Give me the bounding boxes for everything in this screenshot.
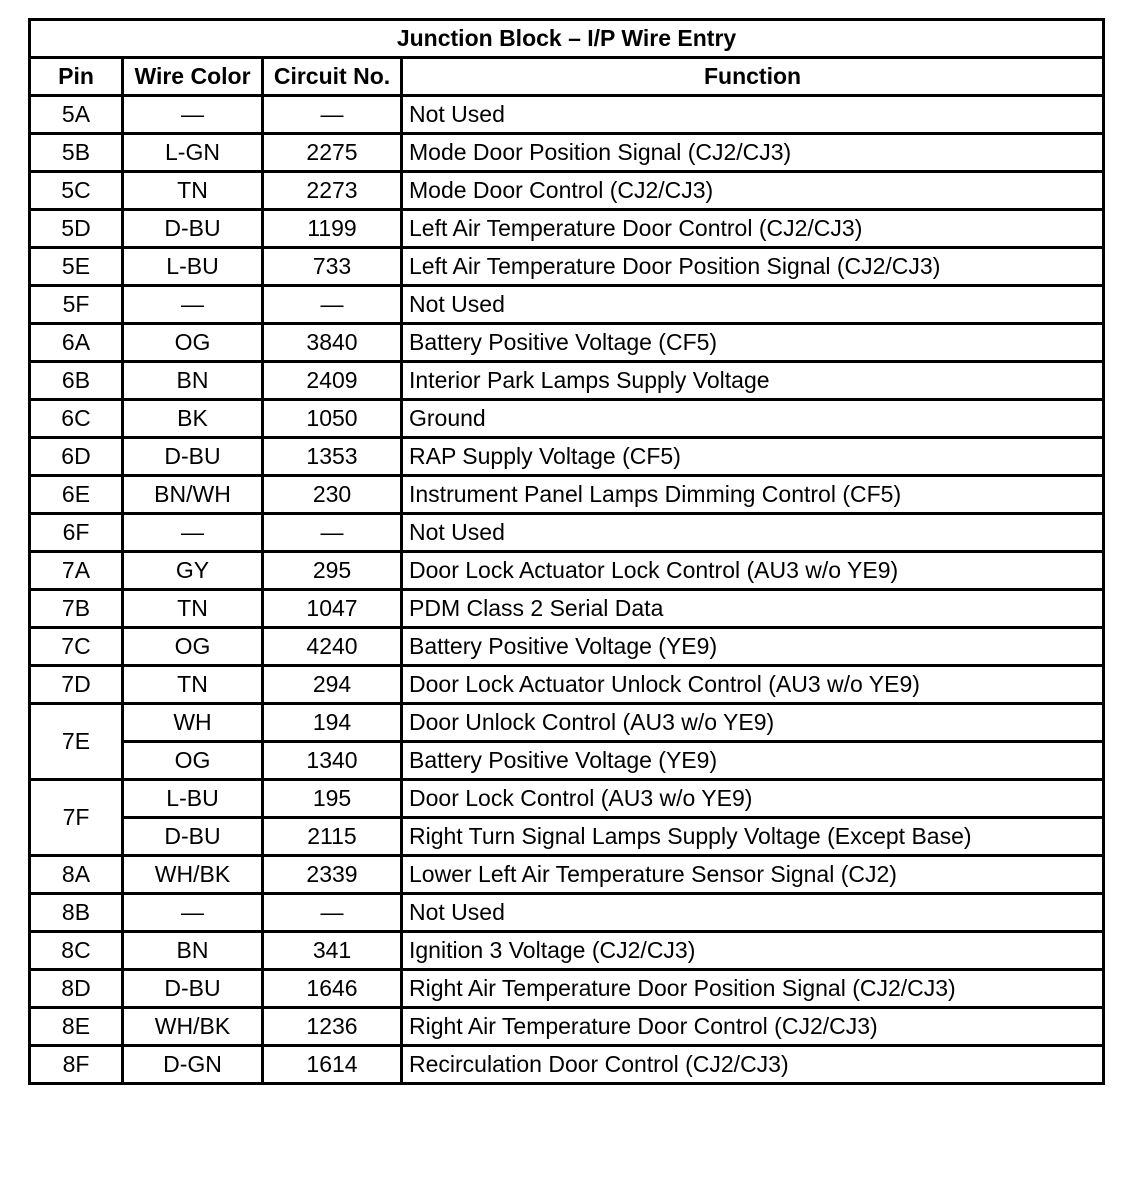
function-cell: Door Lock Actuator Unlock Control (AU3 w/o YE9) — [402, 666, 1104, 704]
table-row — [30, 134, 1104, 172]
function-cell: Lower Left Air Temperature Sensor Signal (CJ2) — [402, 856, 1104, 894]
table-row — [30, 704, 1104, 742]
table-title: Junction Block – I/P Wire Entry — [30, 20, 1104, 58]
pin-cell: 8C — [30, 932, 123, 970]
table-row — [30, 970, 1104, 1008]
function-cell: Mode Door Control (CJ2/CJ3) — [402, 172, 1104, 210]
wire-color-cell: TN — [123, 172, 263, 210]
function-cell: Door Lock Actuator Lock Control (AU3 w/o YE9) — [402, 552, 1104, 590]
wire-color-cell: D-BU — [123, 970, 263, 1008]
circuit-no-cell: 2409 — [263, 362, 402, 400]
wire-color-cell: D-GN — [123, 1046, 263, 1084]
function-cell: Not Used — [402, 96, 1104, 134]
pin-cell: 8F — [30, 1046, 123, 1084]
junction-block-table — [28, 18, 1105, 1085]
wire-color-cell: D-BU — [123, 818, 263, 856]
pin-cell: 7E — [30, 704, 123, 780]
circuit-no-cell: — — [263, 286, 402, 324]
pin-cell: 6D — [30, 438, 123, 476]
function-cell: RAP Supply Voltage (CF5) — [402, 438, 1104, 476]
pin-cell: 5E — [30, 248, 123, 286]
wire-color-cell: TN — [123, 590, 263, 628]
table-body — [30, 96, 1104, 1084]
circuit-no-cell: 1646 — [263, 970, 402, 1008]
circuit-no-cell: 341 — [263, 932, 402, 970]
function-cell: Right Turn Signal Lamps Supply Voltage (Except Base) — [402, 818, 1104, 856]
circuit-no-cell: 2273 — [263, 172, 402, 210]
pin-cell: 6C — [30, 400, 123, 438]
pin-cell: 5F — [30, 286, 123, 324]
wire-color-cell: GY — [123, 552, 263, 590]
function-cell: Left Air Temperature Door Position Signal (CJ2/CJ3) — [402, 248, 1104, 286]
table-row — [30, 400, 1104, 438]
table-row — [30, 590, 1104, 628]
table-row — [30, 96, 1104, 134]
header-function: Function — [402, 58, 1104, 96]
circuit-no-cell: — — [263, 96, 402, 134]
function-cell: Right Air Temperature Door Position Signal (CJ2/CJ3) — [402, 970, 1104, 1008]
circuit-no-cell: 294 — [263, 666, 402, 704]
circuit-no-cell: 2339 — [263, 856, 402, 894]
function-cell: Door Unlock Control (AU3 w/o YE9) — [402, 704, 1104, 742]
table-row — [30, 780, 1104, 818]
circuit-no-cell: 3840 — [263, 324, 402, 362]
wire-color-cell: OG — [123, 742, 263, 780]
table-row — [30, 856, 1104, 894]
function-cell: Battery Positive Voltage (YE9) — [402, 628, 1104, 666]
circuit-no-cell: 733 — [263, 248, 402, 286]
function-cell: Left Air Temperature Door Control (CJ2/CJ3) — [402, 210, 1104, 248]
pin-cell: 7A — [30, 552, 123, 590]
wire-color-cell: WH/BK — [123, 1008, 263, 1046]
pin-cell: 7B — [30, 590, 123, 628]
table-row — [30, 1008, 1104, 1046]
header-wire-color: Wire Color — [123, 58, 263, 96]
wire-color-cell: — — [123, 894, 263, 932]
table-row — [30, 552, 1104, 590]
pin-cell: 5A — [30, 96, 123, 134]
table-row — [30, 362, 1104, 400]
pin-cell: 5C — [30, 172, 123, 210]
table-row — [30, 932, 1104, 970]
circuit-no-cell: 1236 — [263, 1008, 402, 1046]
circuit-no-cell: — — [263, 894, 402, 932]
wire-color-cell: OG — [123, 324, 263, 362]
table-row — [30, 324, 1104, 362]
function-cell: Mode Door Position Signal (CJ2/CJ3) — [402, 134, 1104, 172]
table-row — [30, 172, 1104, 210]
wire-color-cell: L-BU — [123, 248, 263, 286]
function-cell: Not Used — [402, 286, 1104, 324]
circuit-no-cell: 1614 — [263, 1046, 402, 1084]
function-cell: Ignition 3 Voltage (CJ2/CJ3) — [402, 932, 1104, 970]
pin-cell: 8E — [30, 1008, 123, 1046]
circuit-no-cell: 1340 — [263, 742, 402, 780]
function-cell: Recirculation Door Control (CJ2/CJ3) — [402, 1046, 1104, 1084]
circuit-no-cell: 4240 — [263, 628, 402, 666]
pin-cell: 7C — [30, 628, 123, 666]
circuit-no-cell: 1050 — [263, 400, 402, 438]
table-row — [30, 286, 1104, 324]
circuit-no-cell: 1199 — [263, 210, 402, 248]
wire-color-cell: BN — [123, 932, 263, 970]
pin-cell: 6A — [30, 324, 123, 362]
wire-color-cell: D-BU — [123, 438, 263, 476]
function-cell: Interior Park Lamps Supply Voltage — [402, 362, 1104, 400]
circuit-no-cell: 295 — [263, 552, 402, 590]
pin-cell: 7F — [30, 780, 123, 856]
table-row — [30, 818, 1104, 856]
wire-color-cell: — — [123, 286, 263, 324]
table-row — [30, 514, 1104, 552]
circuit-no-cell: 1353 — [263, 438, 402, 476]
table-row — [30, 476, 1104, 514]
table-row — [30, 210, 1104, 248]
wire-color-cell: OG — [123, 628, 263, 666]
function-cell: PDM Class 2 Serial Data — [402, 590, 1104, 628]
function-cell: Instrument Panel Lamps Dimming Control (CF5) — [402, 476, 1104, 514]
wire-color-cell: BN/WH — [123, 476, 263, 514]
circuit-no-cell: 2275 — [263, 134, 402, 172]
pin-cell: 8B — [30, 894, 123, 932]
pin-cell: 6B — [30, 362, 123, 400]
table-row — [30, 666, 1104, 704]
wire-color-cell: BN — [123, 362, 263, 400]
function-cell: Not Used — [402, 894, 1104, 932]
function-cell: Right Air Temperature Door Control (CJ2/CJ3) — [402, 1008, 1104, 1046]
wire-color-cell: BK — [123, 400, 263, 438]
function-cell: Not Used — [402, 514, 1104, 552]
table-row — [30, 894, 1104, 932]
pin-cell: 8A — [30, 856, 123, 894]
pin-cell: 5B — [30, 134, 123, 172]
wire-color-cell: — — [123, 514, 263, 552]
wire-color-cell: WH — [123, 704, 263, 742]
pin-cell: 5D — [30, 210, 123, 248]
function-cell: Battery Positive Voltage (CF5) — [402, 324, 1104, 362]
table-row — [30, 248, 1104, 286]
circuit-no-cell: 195 — [263, 780, 402, 818]
table-row — [30, 628, 1104, 666]
wire-color-cell: D-BU — [123, 210, 263, 248]
pin-cell: 8D — [30, 970, 123, 1008]
table-row — [30, 1046, 1104, 1084]
circuit-no-cell: 230 — [263, 476, 402, 514]
pin-cell: 6F — [30, 514, 123, 552]
wire-color-cell: L-GN — [123, 134, 263, 172]
function-cell: Battery Positive Voltage (YE9) — [402, 742, 1104, 780]
circuit-no-cell: 2115 — [263, 818, 402, 856]
circuit-no-cell: — — [263, 514, 402, 552]
circuit-no-cell: 1047 — [263, 590, 402, 628]
pin-cell: 7D — [30, 666, 123, 704]
function-cell: Door Lock Control (AU3 w/o YE9) — [402, 780, 1104, 818]
function-cell: Ground — [402, 400, 1104, 438]
pin-cell: 6E — [30, 476, 123, 514]
header-pin: Pin — [30, 58, 123, 96]
table-row — [30, 438, 1104, 476]
wire-color-cell: L-BU — [123, 780, 263, 818]
wire-color-cell: TN — [123, 666, 263, 704]
circuit-no-cell: 194 — [263, 704, 402, 742]
wire-color-cell: — — [123, 96, 263, 134]
header-row — [30, 58, 1104, 96]
header-circuit-no: Circuit No. — [263, 58, 402, 96]
wire-color-cell: WH/BK — [123, 856, 263, 894]
table-row — [30, 742, 1104, 780]
